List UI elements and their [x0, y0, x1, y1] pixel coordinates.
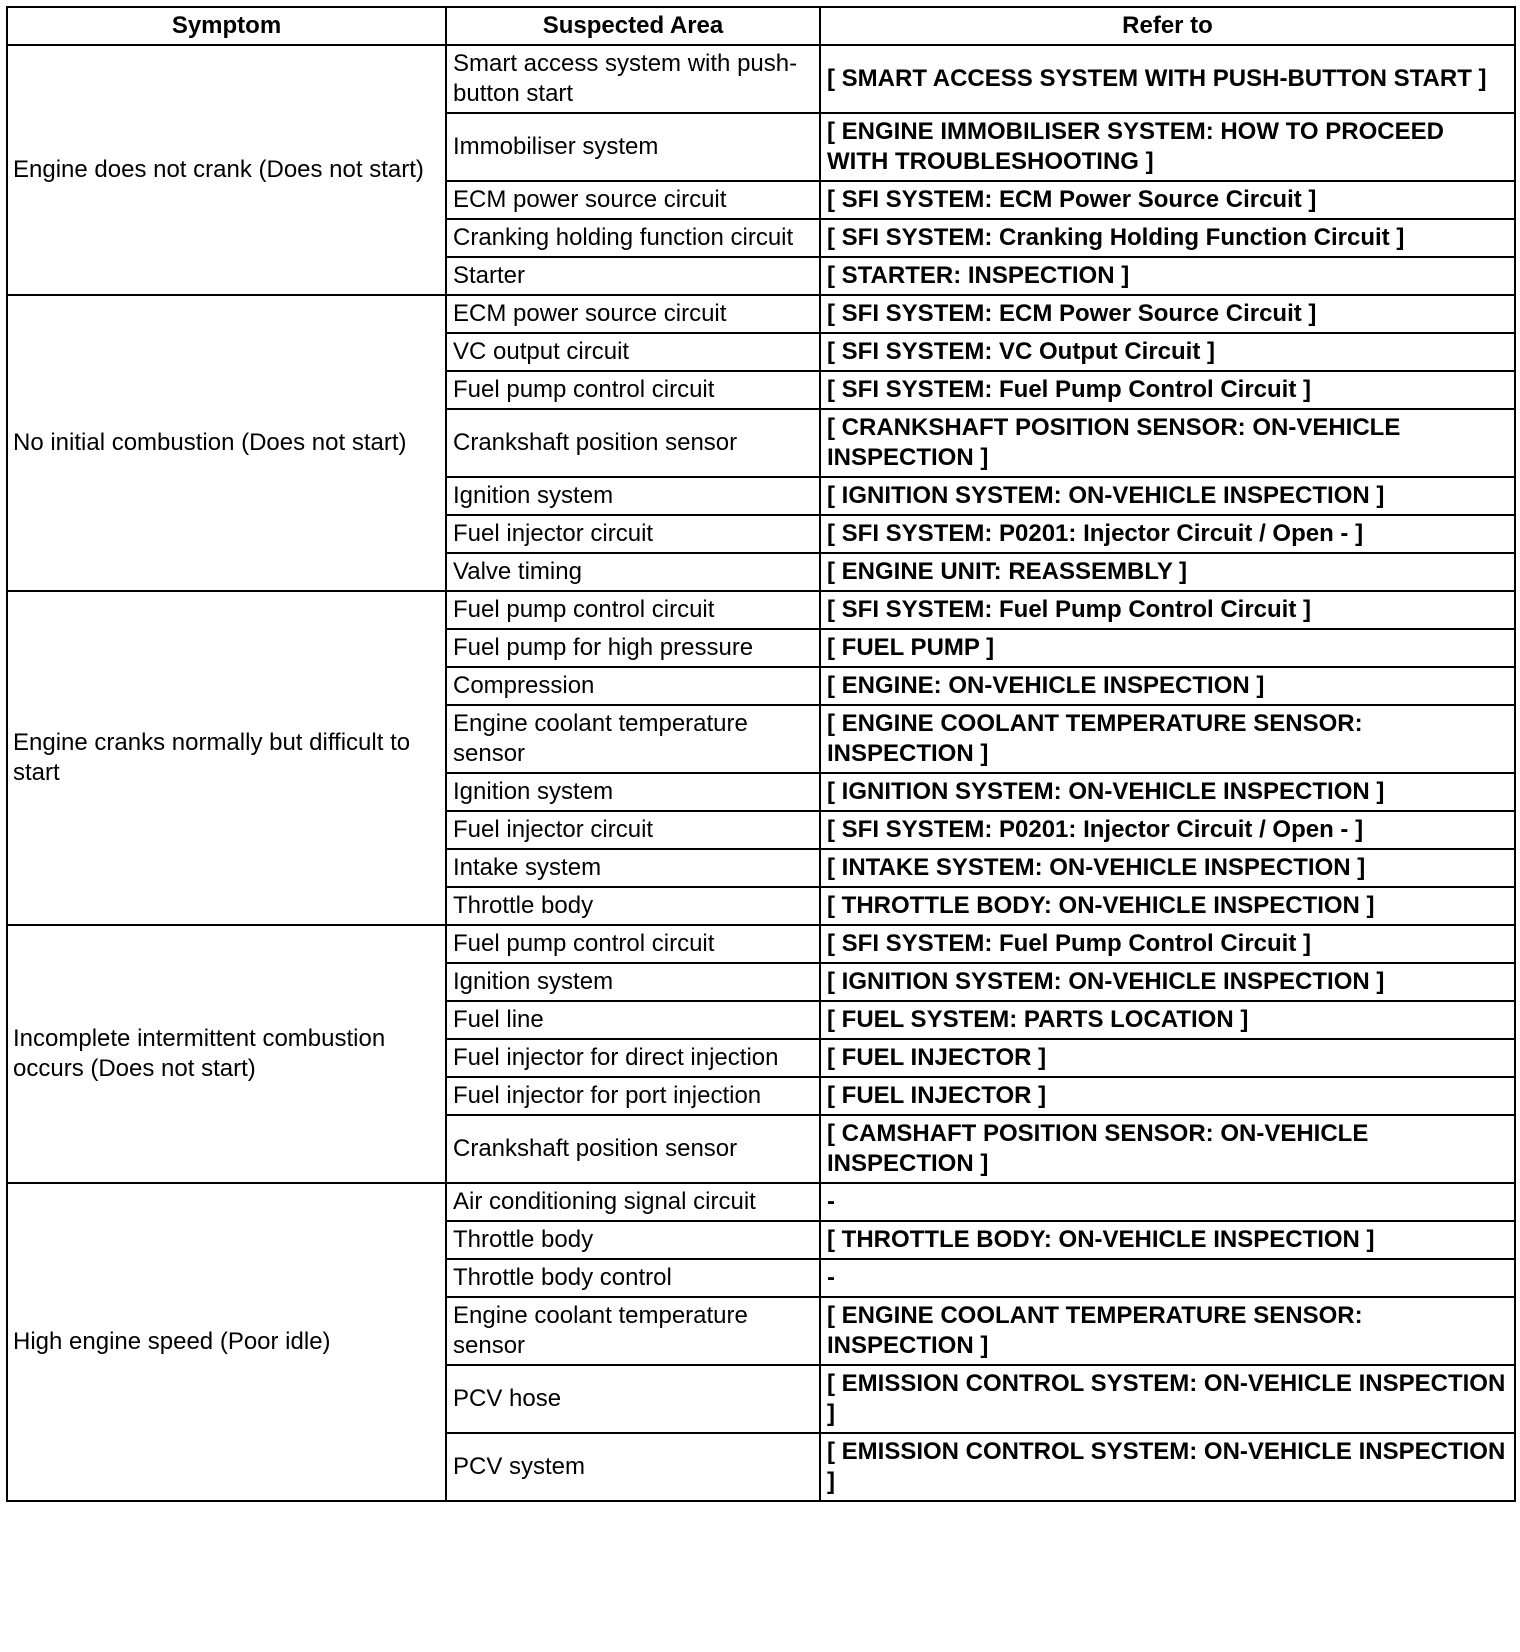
refer-to-cell: [ CRANKSHAFT POSITION SENSOR: ON-VEHICLE INSPECTION ] — [820, 409, 1515, 477]
suspected-area-cell: Throttle body — [446, 887, 820, 925]
troubleshooting-table-container — [6, 6, 1516, 1502]
refer-to-cell: [ FUEL SYSTEM: PARTS LOCATION ] — [820, 1001, 1515, 1039]
suspected-area-cell: Immobiliser system — [446, 113, 820, 181]
refer-to-cell: [ ENGINE: ON-VEHICLE INSPECTION ] — [820, 667, 1515, 705]
refer-to-cell: [ SMART ACCESS SYSTEM WITH PUSH-BUTTON START ] — [820, 45, 1515, 113]
suspected-area-cell: Valve timing — [446, 553, 820, 591]
refer-to-cell: [ CAMSHAFT POSITION SENSOR: ON-VEHICLE INSPECTION ] — [820, 1115, 1515, 1183]
refer-to-cell: [ STARTER: INSPECTION ] — [820, 257, 1515, 295]
symptom-cell: Engine does not crank (Does not start) — [7, 45, 446, 295]
suspected-area-cell: VC output circuit — [446, 333, 820, 371]
refer-to-cell: [ SFI SYSTEM: Fuel Pump Control Circuit ] — [820, 591, 1515, 629]
refer-to-cell: [ EMISSION CONTROL SYSTEM: ON-VEHICLE INSPECTION ] — [820, 1433, 1515, 1501]
refer-to-cell: [ SFI SYSTEM: Fuel Pump Control Circuit ] — [820, 925, 1515, 963]
header-row — [7, 7, 1515, 45]
suspected-area-cell: Throttle body control — [446, 1259, 820, 1297]
refer-to-cell: [ FUEL INJECTOR ] — [820, 1039, 1515, 1077]
symptom-cell: High engine speed (Poor idle) — [7, 1183, 446, 1501]
table-row — [7, 925, 1515, 963]
refer-to-cell: [ SFI SYSTEM: ECM Power Source Circuit ] — [820, 181, 1515, 219]
refer-to-cell: [ FUEL PUMP ] — [820, 629, 1515, 667]
suspected-area-cell: Fuel pump for high pressure — [446, 629, 820, 667]
suspected-area-cell: Air conditioning signal circuit — [446, 1183, 820, 1221]
suspected-area-cell: Smart access system with push-button start — [446, 45, 820, 113]
table-row — [7, 45, 1515, 113]
suspected-area-cell: Engine coolant temperature sensor — [446, 1297, 820, 1365]
suspected-area-cell: Fuel pump control circuit — [446, 371, 820, 409]
refer-to-cell: [ SFI SYSTEM: VC Output Circuit ] — [820, 333, 1515, 371]
refer-to-cell: [ THROTTLE BODY: ON-VEHICLE INSPECTION ] — [820, 887, 1515, 925]
table-row — [7, 591, 1515, 629]
refer-to-cell: - — [820, 1183, 1515, 1221]
refer-to-cell: [ INTAKE SYSTEM: ON-VEHICLE INSPECTION ] — [820, 849, 1515, 887]
refer-to-cell: [ IGNITION SYSTEM: ON-VEHICLE INSPECTION ] — [820, 963, 1515, 1001]
suspected-area-cell: Fuel injector for direct injection — [446, 1039, 820, 1077]
symptom-cell: Incomplete intermittent combustion occurs (Does not start) — [7, 925, 446, 1183]
suspected-area-cell: PCV hose — [446, 1365, 820, 1433]
refer-to-cell: [ SFI SYSTEM: P0201: Injector Circuit / Open - ] — [820, 515, 1515, 553]
refer-to-cell: [ ENGINE IMMOBILISER SYSTEM: HOW TO PROCEED WITH TROUBLESHOOTING ] — [820, 113, 1515, 181]
symptom-cell: Engine cranks normally but difficult to start — [7, 591, 446, 925]
suspected-area-cell: Fuel pump control circuit — [446, 591, 820, 629]
table-body — [7, 45, 1515, 1501]
header-suspected-area: Suspected Area — [446, 7, 820, 45]
suspected-area-cell: Intake system — [446, 849, 820, 887]
refer-to-cell: [ SFI SYSTEM: P0201: Injector Circuit / Open - ] — [820, 811, 1515, 849]
table-row — [7, 295, 1515, 333]
suspected-area-cell: Crankshaft position sensor — [446, 409, 820, 477]
refer-to-cell: [ THROTTLE BODY: ON-VEHICLE INSPECTION ] — [820, 1221, 1515, 1259]
suspected-area-cell: ECM power source circuit — [446, 295, 820, 333]
suspected-area-cell: Engine coolant temperature sensor — [446, 705, 820, 773]
suspected-area-cell: Cranking holding function circuit — [446, 219, 820, 257]
refer-to-cell: [ FUEL INJECTOR ] — [820, 1077, 1515, 1115]
suspected-area-cell: Ignition system — [446, 773, 820, 811]
troubleshooting-table — [6, 6, 1516, 1502]
refer-to-cell: [ ENGINE UNIT: REASSEMBLY ] — [820, 553, 1515, 591]
suspected-area-cell: Crankshaft position sensor — [446, 1115, 820, 1183]
suspected-area-cell: Fuel pump control circuit — [446, 925, 820, 963]
suspected-area-cell: Ignition system — [446, 963, 820, 1001]
suspected-area-cell: Fuel line — [446, 1001, 820, 1039]
header-refer-to: Refer to — [820, 7, 1515, 45]
suspected-area-cell: ECM power source circuit — [446, 181, 820, 219]
refer-to-cell: [ ENGINE COOLANT TEMPERATURE SENSOR: INSPECTION ] — [820, 705, 1515, 773]
suspected-area-cell: PCV system — [446, 1433, 820, 1501]
refer-to-cell: [ ENGINE COOLANT TEMPERATURE SENSOR: INSPECTION ] — [820, 1297, 1515, 1365]
suspected-area-cell: Fuel injector circuit — [446, 811, 820, 849]
refer-to-cell: - — [820, 1259, 1515, 1297]
suspected-area-cell: Fuel injector circuit — [446, 515, 820, 553]
refer-to-cell: [ IGNITION SYSTEM: ON-VEHICLE INSPECTION ] — [820, 477, 1515, 515]
header-symptom: Symptom — [7, 7, 446, 45]
refer-to-cell: [ EMISSION CONTROL SYSTEM: ON-VEHICLE INSPECTION ] — [820, 1365, 1515, 1433]
suspected-area-cell: Starter — [446, 257, 820, 295]
refer-to-cell: [ SFI SYSTEM: Cranking Holding Function Circuit ] — [820, 219, 1515, 257]
table-row — [7, 1183, 1515, 1221]
refer-to-cell: [ SFI SYSTEM: Fuel Pump Control Circuit ] — [820, 371, 1515, 409]
suspected-area-cell: Fuel injector for port injection — [446, 1077, 820, 1115]
symptom-cell: No initial combustion (Does not start) — [7, 295, 446, 591]
suspected-area-cell: Throttle body — [446, 1221, 820, 1259]
refer-to-cell: [ IGNITION SYSTEM: ON-VEHICLE INSPECTION ] — [820, 773, 1515, 811]
suspected-area-cell: Ignition system — [446, 477, 820, 515]
suspected-area-cell: Compression — [446, 667, 820, 705]
refer-to-cell: [ SFI SYSTEM: ECM Power Source Circuit ] — [820, 295, 1515, 333]
